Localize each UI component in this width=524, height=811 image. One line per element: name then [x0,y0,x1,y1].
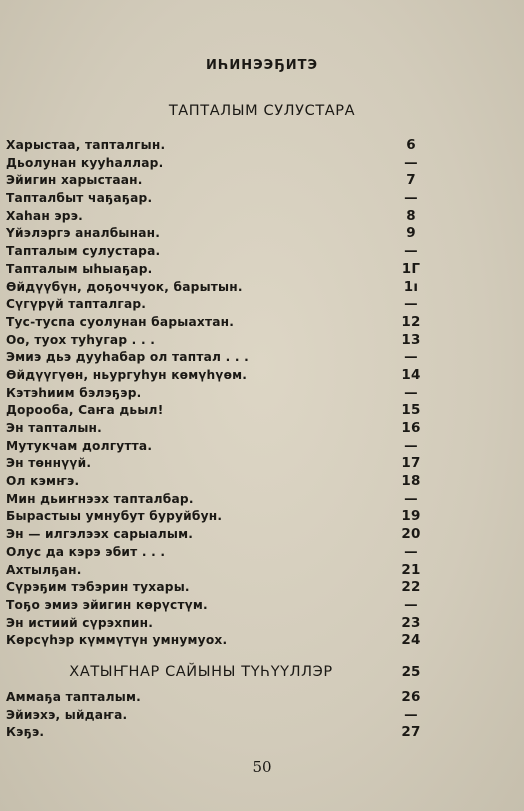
entry-page-number: — [404,349,418,366]
toc-entry [6,155,426,173]
entry-title: Тапталым сулустара. [6,244,161,259]
toc-entry [6,724,426,742]
entry-title: Кэтэһиим бэлэҕэр. [6,385,142,400]
entry-title: Дьолунан кууһаллар. [6,155,164,170]
toc-entry [6,314,426,332]
entry-page-number: — [404,543,418,560]
toc-entry [6,385,426,403]
entry-page-number: 23 [401,614,421,631]
entry-title: Эн — илгэлээх сарыалым. [6,527,194,542]
entry-page-number: 13 [401,331,421,348]
toc-entry [6,261,426,279]
entry-title: Дорооба, Саҥа дьыл! [6,403,164,418]
entry-page-number: — [404,384,418,401]
toc-list-2 [6,689,426,742]
toc-entry [6,544,426,562]
entry-page-number: 8 [406,207,416,224]
toc-entry [6,296,426,314]
entry-page-number: 15 [401,402,421,419]
entry-page-number: — [404,490,418,507]
entry-page-number: 7 [406,172,416,189]
section2-header [6,662,426,682]
entry-title: Хаһан эрэ. [6,208,83,223]
toc-entry [6,491,426,509]
entry-page-number: 14 [401,366,421,383]
entry-page-number: 12 [401,313,421,330]
entry-title: Бырастыы умнубут буруйбун. [6,509,223,524]
entry-page-number: — [404,706,418,723]
entry-title: Көрсүһэр күммүтүн умнумуох. [6,633,228,648]
toc-entry [6,367,426,385]
entry-page-number: 1Г [401,260,421,277]
toc-entry [6,137,426,155]
entry-page-number: 9 [406,225,416,242]
entry-title: Эн тапталын. [6,421,103,435]
entry-title: Тапталбыт чаҕаҕар. [6,191,153,206]
entry-page-number: 6 [406,137,416,153]
toc-entry [6,597,426,615]
toc-list [6,137,426,650]
entry-page-number: 27 [401,724,421,741]
entry-title: Ол кэмҥэ. [6,474,80,489]
entry-page-number: — [404,296,418,313]
entry-title: Эйиэхэ, ыйдаҥа. [6,707,128,722]
entry-page-number: — [404,243,418,260]
entry-title: Тапталым ыһыаҕар. [6,261,153,276]
entry-title: Харыстаа, тапталгын. [6,138,166,152]
entry-title: Өйдүүбүн, доҕоччуок, барытын. [6,279,243,294]
entry-title: Олус да кэрэ эбит . . . [6,544,166,559]
toc-entry [6,707,426,725]
entry-page-number: — [404,437,418,454]
toc-entry [6,689,426,707]
page-number: 50 [252,758,272,776]
entry-page-number: 24 [401,632,421,649]
entry-title: Оо, туох туһугар . . . [6,332,156,347]
entry-page-number: 26 [401,689,421,705]
entry-title: Эйигин харыстаан. [6,173,143,188]
entry-title: Кэҕэ. [6,725,45,740]
entry-title: Тоҕо эмиэ эйигин көрүстүм. [6,597,208,612]
toc-entry [6,402,426,420]
toc-entry [6,632,426,650]
entry-title: Мин дьиҥнээх тапталбар. [6,491,194,506]
toc-entry [6,172,426,190]
toc-entry [6,420,426,438]
toc-entry [6,579,426,597]
toc-entry [6,225,426,243]
section2-page-number: 25 [401,664,421,680]
entry-page-number: 22 [401,579,421,596]
toc-entry [6,190,426,208]
toc-entry [6,615,426,633]
entry-title: Эн истиий сүрэхпин. [6,615,154,630]
toc-entry [6,243,426,261]
toc-entry [6,455,426,473]
toc-entry [6,279,426,297]
entry-page-number: 1ı [403,278,419,295]
entry-page-number: — [404,154,418,171]
entry-title: Ахтылҕан. [6,562,82,577]
entry-title: Эн төннүүй. [6,456,92,471]
entry-page-number: 18 [401,473,421,490]
entry-title: Тус-туспа суолунан барыахтан. [6,314,235,329]
toc-entry [6,526,426,544]
entry-title: Мутукчам долгутта. [6,438,153,453]
section-title: ТАПТАЛЫМ СУЛУСТАРА [168,103,356,119]
toc-entry [6,562,426,580]
entry-page-number: 16 [401,420,421,436]
toc-entry [6,332,426,350]
entry-page-number: 19 [401,508,421,525]
toc-entry [6,438,426,456]
entry-page-number: 21 [401,561,421,578]
entry-title: Аммаҕа тапталым. [6,690,141,704]
section2-title: ХАТЫҤНАР САЙЫНЫ ТҮҺҮҮЛЛЭР [69,664,333,680]
entry-page-number: 20 [401,526,421,543]
entry-page-number: — [404,190,418,207]
toc-entry [6,349,426,367]
entry-title: Сүгүрүй тапталгар. [6,297,147,312]
toc-entry [6,208,426,226]
entry-title: Үйэлэргэ аналбынан. [6,226,161,241]
contents-heading: ИҺИНЭЭҔИТЭ [205,58,319,73]
entry-title: Өйдүүгүөн, ньургуһун көмүһүөм. [6,367,248,382]
toc-entry [6,508,426,526]
toc-entry [6,473,426,491]
entry-page-number: — [404,596,418,613]
entry-title: Эмиэ дьэ дууһабар ол таптал . . . [6,350,249,365]
entry-page-number: 17 [401,455,421,472]
entry-title: Сүрэҕим тэбэрин тухары. [6,580,190,595]
